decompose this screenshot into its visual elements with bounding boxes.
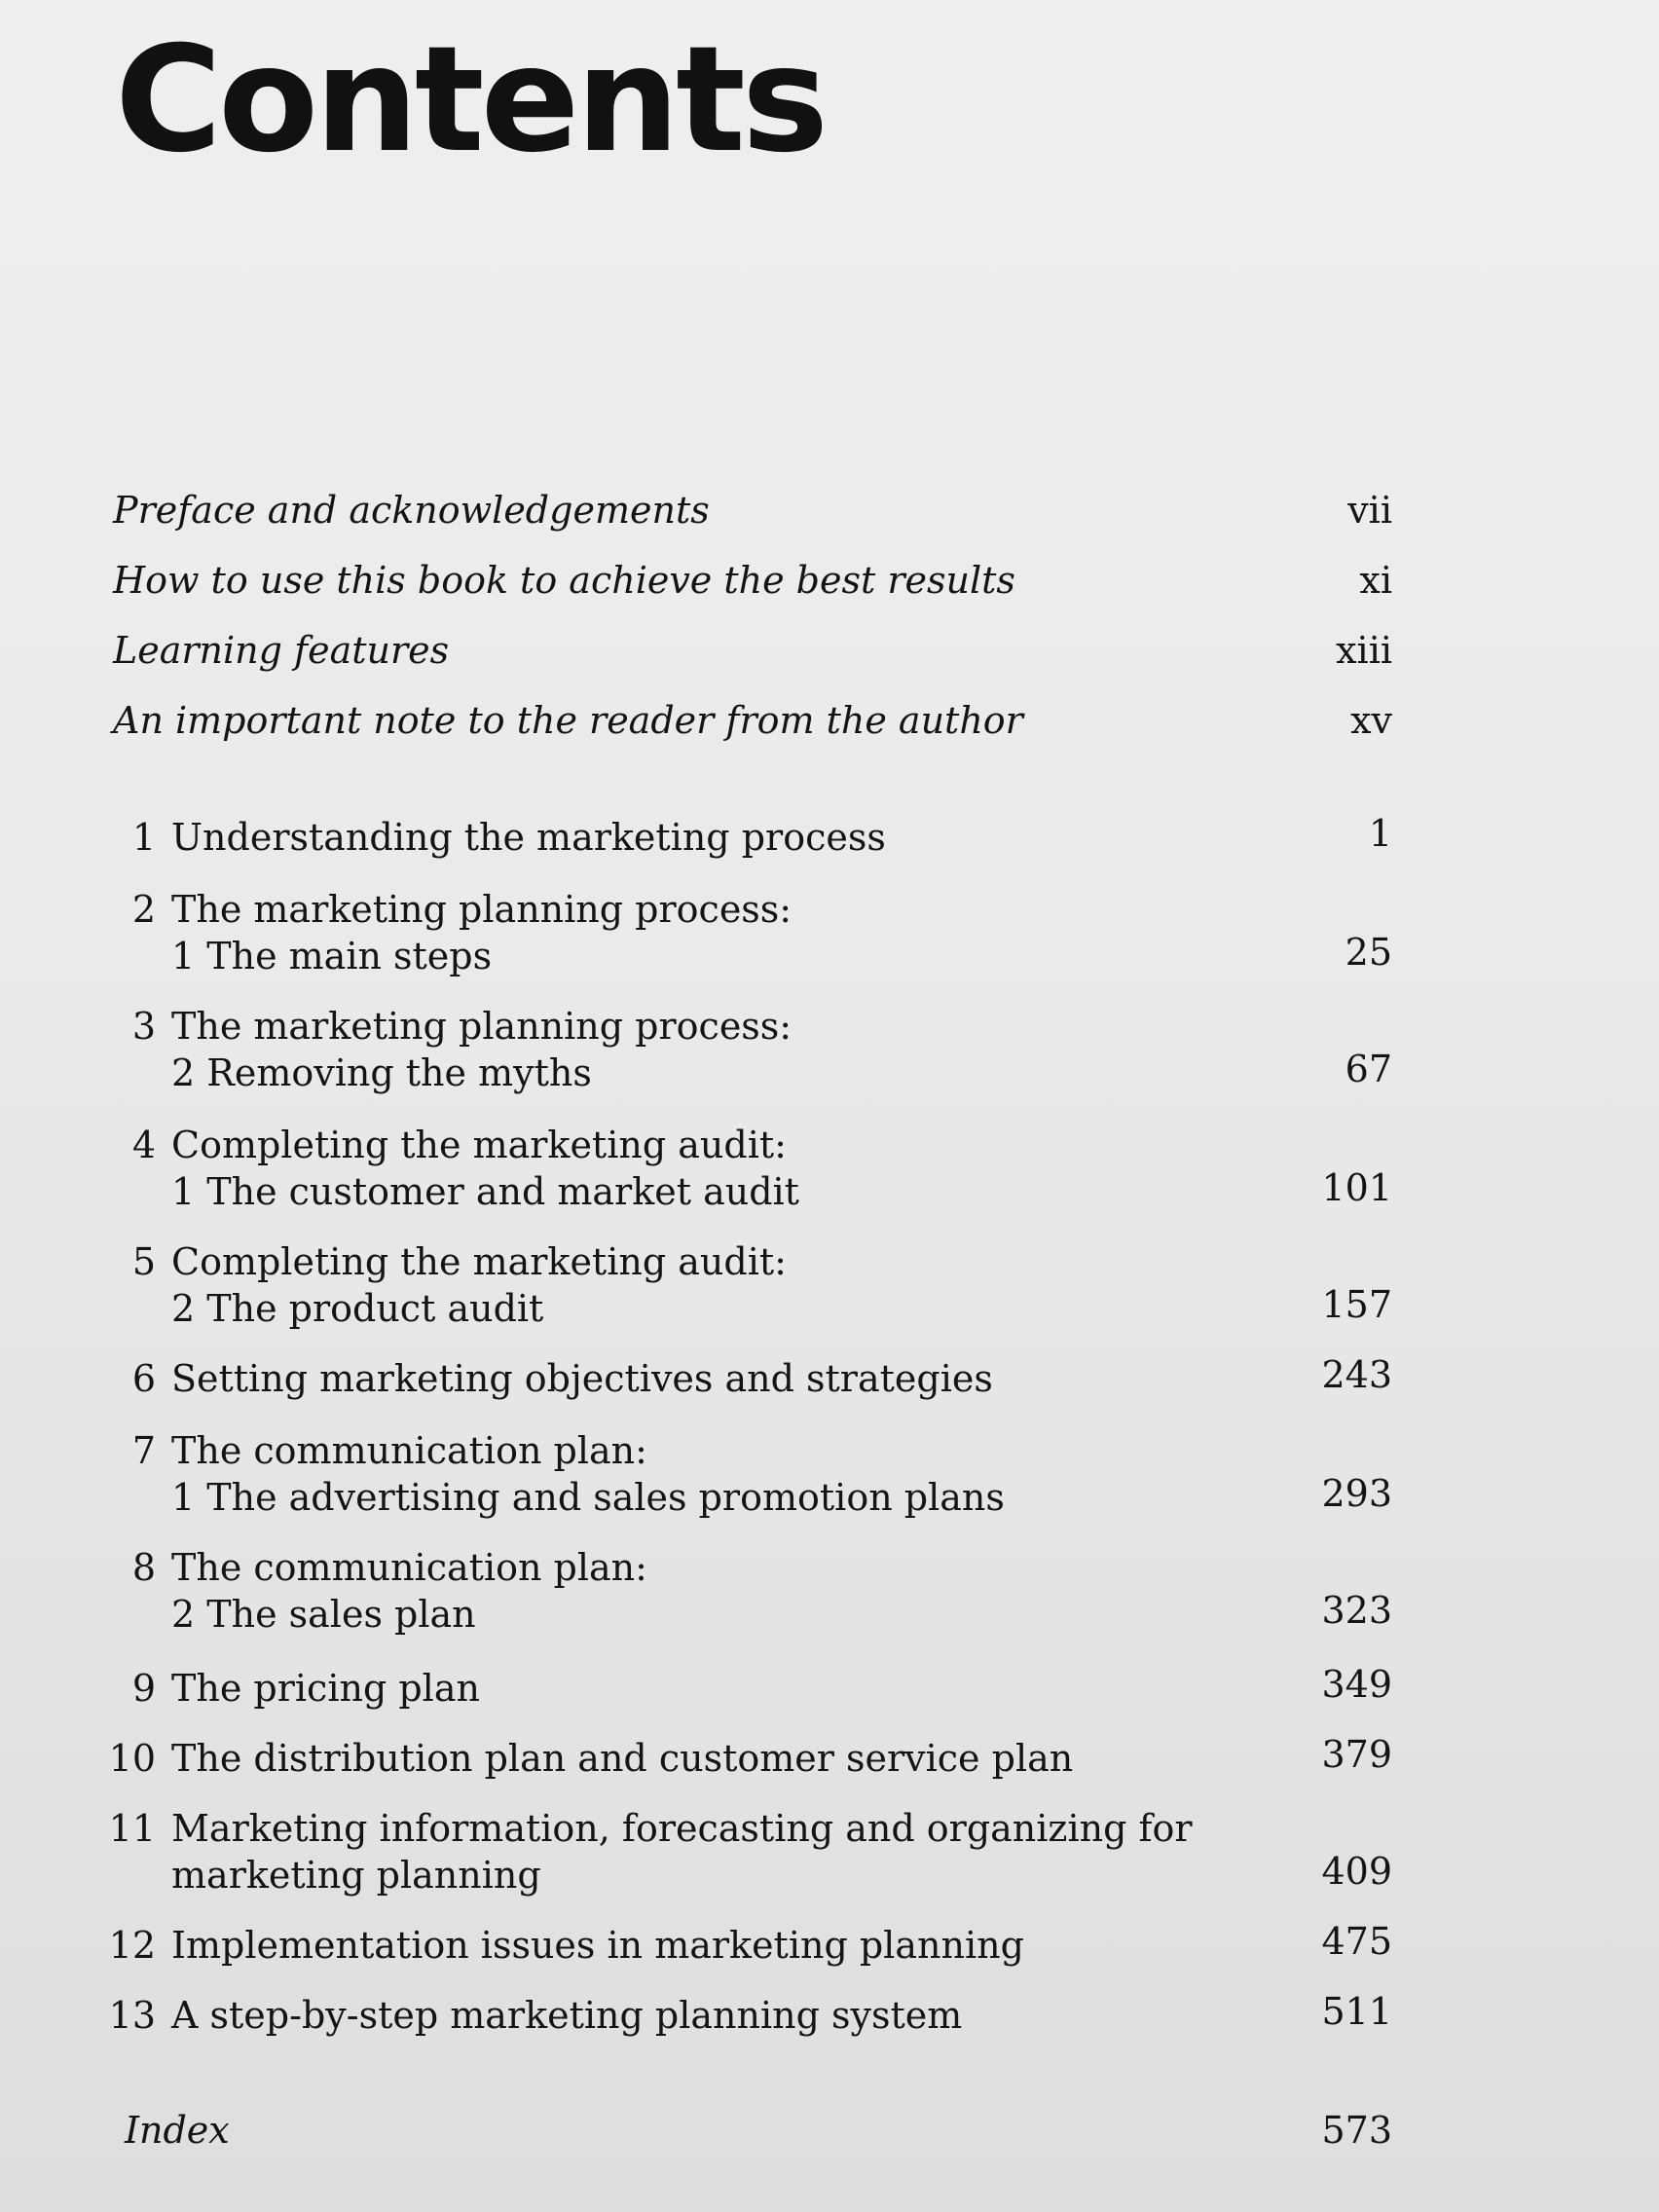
- chapter-number: 1: [131, 816, 156, 859]
- chapter-page: 293: [1321, 1472, 1392, 1515]
- chapter-page: 243: [1321, 1353, 1392, 1396]
- chapter-subtitle: 2 Removing the myths: [171, 1051, 592, 1094]
- chapter-title: The communication plan:: [171, 1546, 647, 1589]
- chapter-page: 101: [1321, 1166, 1392, 1209]
- chapter-number: 7: [131, 1429, 156, 1472]
- toc-entry-page: 573: [1321, 2109, 1392, 2152]
- chapter-subtitle: 1 The customer and market audit: [171, 1170, 799, 1213]
- chapter-page: 511: [1321, 1990, 1392, 2033]
- chapter-title: The marketing planning process:: [171, 888, 793, 931]
- chapter-page: 25: [1345, 931, 1392, 974]
- chapter-page: 349: [1321, 1663, 1392, 1706]
- toc-entry-label: Learning features: [113, 629, 450, 672]
- toc-entry-page: xiii: [1336, 629, 1392, 672]
- chapter-number: 3: [131, 1005, 156, 1048]
- chapter-page: 379: [1321, 1733, 1392, 1776]
- chapter-page: 157: [1321, 1283, 1392, 1326]
- chapter-page: 475: [1321, 1920, 1392, 1963]
- chapter-title: The distribution plan and customer service plan: [171, 1737, 1074, 1780]
- toc-entry-label: An important note to the reader from the author: [113, 699, 1023, 742]
- chapter-page: 1: [1368, 812, 1392, 855]
- chapter-title: The marketing planning process:: [171, 1005, 793, 1048]
- toc-entry-page: vii: [1347, 489, 1392, 532]
- chapter-title: Setting marketing objectives and strategies: [171, 1357, 993, 1400]
- chapter-subtitle: 2 The sales plan: [171, 1593, 476, 1636]
- toc-entry-label: Preface and acknowledgements: [113, 489, 710, 532]
- toc-entry-page: xv: [1350, 699, 1392, 742]
- chapter-number: 5: [131, 1240, 156, 1283]
- chapter-number: 10: [108, 1737, 156, 1780]
- toc-entry-label: Index: [125, 2109, 230, 2152]
- page-title: Contents: [115, 16, 826, 185]
- chapter-title: Implementation issues in marketing planning: [171, 1924, 1024, 1967]
- chapter-number: 9: [131, 1667, 156, 1710]
- chapter-subtitle: 1 The advertising and sales promotion plans: [171, 1476, 1005, 1519]
- chapter-title: Marketing information, forecasting and organizing for: [171, 1807, 1193, 1850]
- chapter-number: 2: [131, 888, 156, 931]
- chapter-title: Completing the marketing audit:: [171, 1240, 787, 1283]
- chapter-number: 12: [108, 1924, 156, 1967]
- chapter-subtitle: 2 The product audit: [171, 1287, 544, 1330]
- chapter-title: The pricing plan: [171, 1667, 480, 1710]
- toc-entry-label: How to use this book to achieve the best results: [113, 559, 1015, 602]
- chapter-subtitle: marketing planning: [171, 1854, 541, 1897]
- chapter-subtitle: 1 The main steps: [171, 935, 493, 977]
- chapter-number: 13: [108, 1994, 156, 2037]
- chapter-title: The communication plan:: [171, 1429, 647, 1472]
- chapter-title: Completing the marketing audit:: [171, 1124, 787, 1166]
- chapter-number: 6: [131, 1357, 156, 1400]
- chapter-title: A step-by-step marketing planning system: [171, 1994, 963, 2037]
- chapter-title: Understanding the marketing process: [171, 816, 886, 859]
- chapter-number: 8: [131, 1546, 156, 1589]
- chapter-number: 4: [131, 1124, 156, 1166]
- chapter-page: 409: [1321, 1850, 1392, 1893]
- toc-entry-page: xi: [1359, 559, 1392, 602]
- chapter-page: 323: [1321, 1589, 1392, 1632]
- chapter-page: 67: [1345, 1048, 1392, 1090]
- chapter-number: 11: [108, 1807, 156, 1850]
